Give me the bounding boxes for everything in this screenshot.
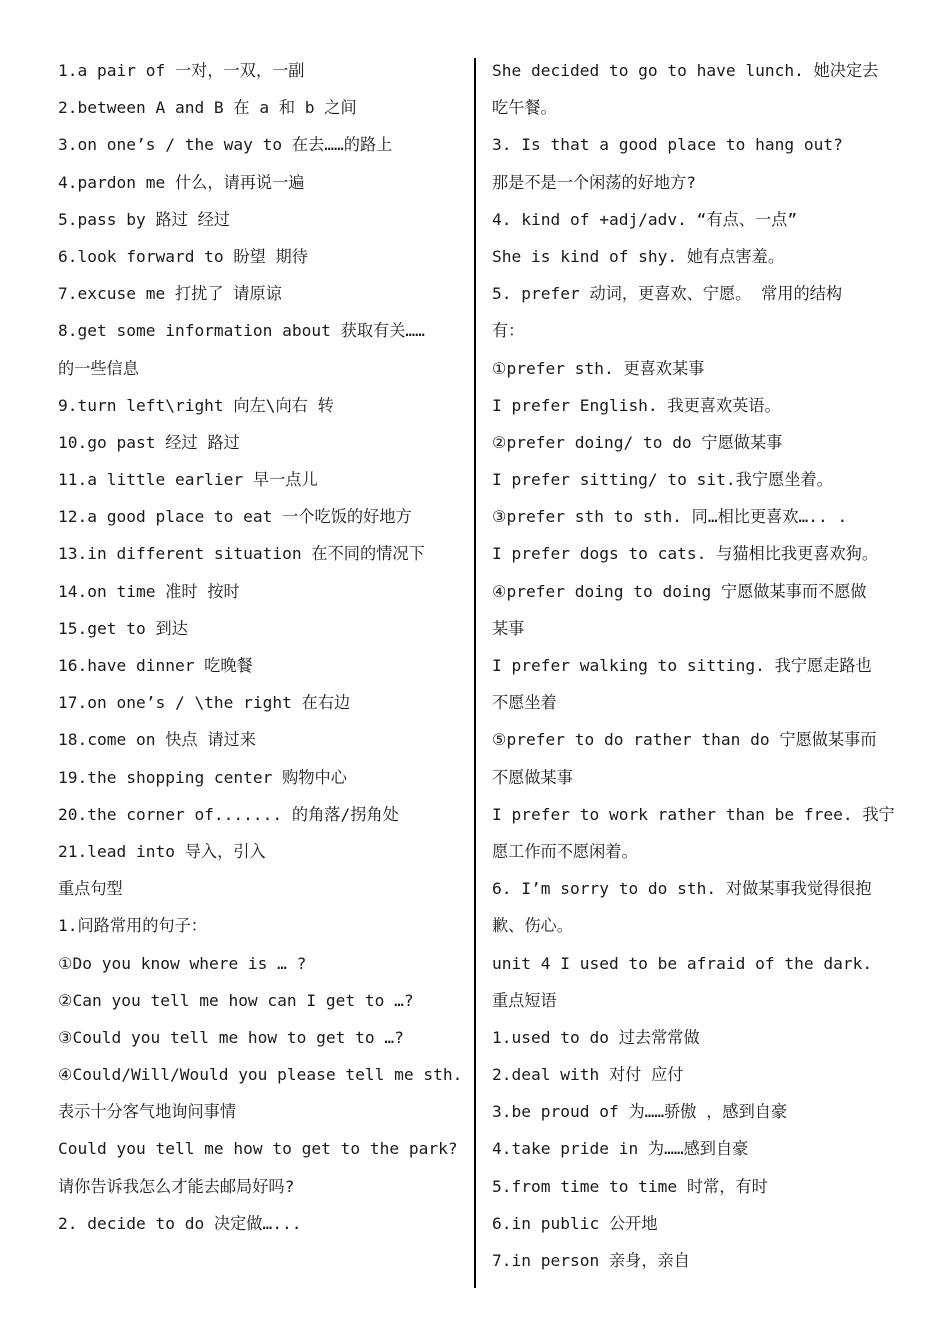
text-line: 某事 [492,618,525,638]
text-line: She is kind of shy. 她有点害羞。 [492,246,785,266]
text-line: 1.a pair of 一对，一双，一副 [58,61,305,80]
text-line: ④prefer doing to doing 宁愿做某事而不愿做 [492,581,867,601]
text-line: I prefer English. 我更喜欢英语。 [492,395,781,415]
text-line: 不愿坐着 [492,693,557,713]
text-line: 5. prefer 动词，更喜欢、宁愿。 常用的结构 [492,284,843,304]
text-line: 重点短语 [492,990,557,1010]
text-line: 15.get to 到达 [58,618,188,638]
text-line: 1.used to do 过去常常做 [492,1027,700,1047]
text-line: 20.the corner of....... 的角落/拐角处 [58,804,399,824]
text-line: 4.take pride in 为……感到自豪 [492,1139,749,1159]
text-line: 9.turn left\right 向左\向右 转 [58,395,334,415]
text-line: 12.a good place to eat 一个吃饭的好地方 [58,507,412,527]
text-line: ①Do you know where is … ? [58,953,307,973]
text-line: ②Can you tell me how can I get to …? [58,990,414,1010]
column-divider [474,58,476,1288]
text-line: 18.come on 快点 请过来 [58,730,256,750]
text-line: 的一些信息 [58,358,139,378]
text-line: ⑤prefer to do rather than do 宁愿做某事而 [492,730,877,750]
text-line: 6. I’m sorry to do sth. 对做某事我觉得很抱 [492,879,872,899]
text-line: 吃午餐。 [492,98,557,118]
text-line: 那是不是一个闲荡的好地方? [492,172,696,192]
right-column [492,52,902,1279]
text-line: 2. decide to do 决定做…... [58,1213,302,1233]
text-line: 13.in different situation 在不同的情况下 [58,544,425,564]
text-line: 21.lead into 导入，引入 [58,841,266,861]
text-line: ④Could/Will/Would you please tell me sth. [58,1065,463,1085]
text-line: 5.pass by 路过 经过 [58,209,230,229]
text-line: 14.on time 准时 按时 [58,581,240,601]
text-line: 6.in public 公开地 [492,1213,658,1233]
text-line: 7.excuse me 打扰了 请原谅 [58,284,282,304]
text-line: 歉、伤心。 [492,916,573,936]
text-line: 2.between A and B 在 a 和 b 之间 [58,98,357,118]
text-line: 10.go past 经过 路过 [58,432,240,452]
text-line: 3.on one’s / the way to 在去……的路上 [58,135,393,155]
text-line: I prefer walking to sitting. 我宁愿走路也 [492,656,872,675]
text-line: 4. kind of +adj/adv. “有点、一点” [492,209,798,229]
text-line: 7.in person 亲身，亲自 [492,1251,690,1270]
text-line: I prefer dogs to cats. 与猫相比我更喜欢狗。 [492,544,879,564]
text-line: 16.have dinner 吃晚餐 [58,656,253,675]
text-line: 6.look forward to 盼望 期待 [58,246,308,266]
text-line: 2.deal with 对付 应付 [492,1065,684,1085]
text-line: 19.the shopping center 购物中心 [58,767,347,787]
text-line: 11.a little earlier 早一点儿 [58,470,318,490]
text-line: ③Could you tell me how to get to …? [58,1027,404,1047]
text-line: 表示十分客气地询问事情 [58,1102,237,1122]
text-line: 愿工作而不愿闲着。 [492,841,638,861]
text-line: ②prefer doing/ to do 宁愿做某事 [492,432,783,452]
text-line: 17.on one’s / \the right 在右边 [58,693,351,713]
text-line: She decided to go to have lunch. 她决定去 [492,61,879,80]
text-line: 4.pardon me 什么，请再说一遍 [58,172,305,192]
text-line: I prefer to work rather than be free. 我宁 [492,804,895,824]
text-line: Could you tell me how to get to the park? [58,1139,458,1159]
text-line: ①prefer sth. 更喜欢某事 [492,358,705,378]
text-line: 有： [492,321,525,341]
text-line: 重点句型 [58,879,123,899]
text-line: 5.from time to time 时常，有时 [492,1176,768,1196]
text-line: I prefer sitting/ to sit.我宁愿坐着。 [492,470,833,490]
text-line: 不愿做某事 [492,767,573,787]
text-line: 1.问路常用的句子： [58,916,207,936]
text-line: unit 4 I used to be afraid of the dark. [492,953,873,973]
text-line: ③prefer sth to sth. 同…相比更喜欢….. . [492,507,848,527]
left-column [58,52,463,1242]
text-line: 请你告诉我怎么才能去邮局好吗? [58,1176,295,1196]
text-line: 3. Is that a good place to hang out? [492,135,843,155]
text-line: 3.be proud of 为……骄傲 ，感到自豪 [492,1102,788,1122]
text-line: 8.get some information about 获取有关…… [58,321,425,341]
